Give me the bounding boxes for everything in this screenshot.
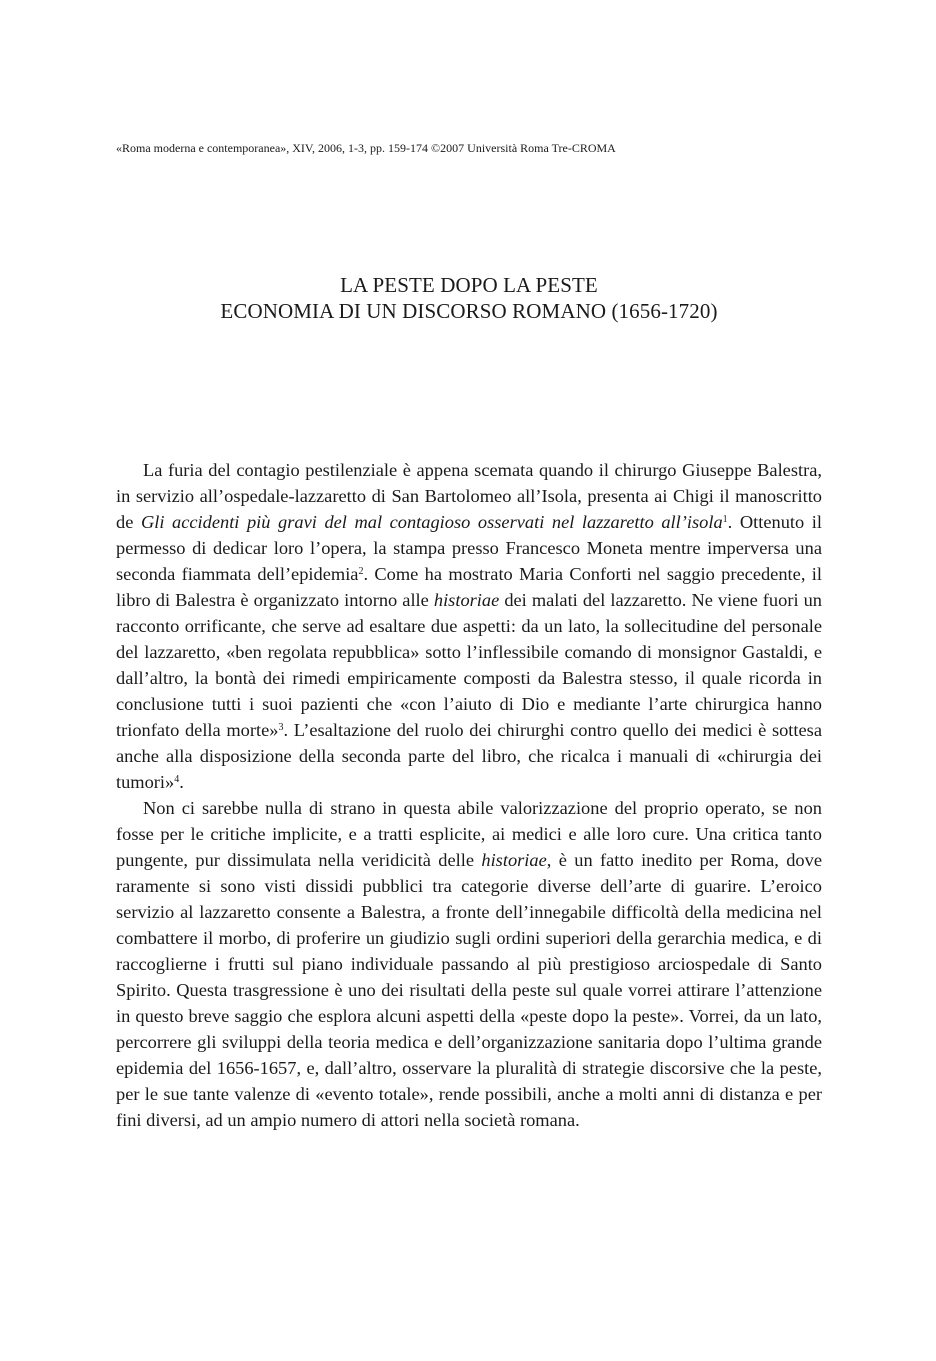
title-line-1: LA PESTE DOPO LA PESTE — [340, 273, 598, 297]
paragraph-2 — [116, 795, 822, 1133]
footnote-ref-2[interactable]: 2 — [358, 566, 364, 577]
journal-citation: «Roma moderna e contemporanea», XIV, 2006, 1-3, pp. 159-174 ©2007 Università Roma Tre-CROMA — [116, 141, 616, 155]
footnote-ref-3[interactable]: 3 — [278, 722, 284, 733]
book-title: Gli accidenti più gravi del mal contagioso osservati nel lazzaretto all’isola — [140, 512, 723, 532]
paragraph-1-text-1: La furia del contagio pestilenziale è appena scemata quando il chirurgo Giuseppe Balestra, in servizio all’ospedale-lazzaretto di San Bartolomeo all’Isola, presenta ai Chigi il manoscritto de — [116, 460, 822, 532]
paragraph-1 — [116, 457, 822, 795]
paragraph-2-text-1: Non ci sarebbe nulla di strano in questa abile valorizzazione del proprio operato, se non fosse per le critiche implicite, e a tratti esplicite, ai medici e alle loro cure. Una critica tanto pungente, pur dissimulata nella veridicità delle — [116, 798, 822, 870]
article-title — [116, 272, 822, 324]
historiae-term: historiae — [433, 590, 500, 610]
paragraph-2-text-2: , è un fatto inedito per Roma, dove raramente si sono visti dissidi pubblici tra categorie diverse dell’arte di guarire. L’eroico servizio al lazzaretto consente a Balestra, a fronte dell’innegabile difficoltà della medicina nel combattere il morbo, di proferire un giudizio sugli ordini superiori della gerarchia medica, e di raccoglierne i frutti sul piano individuale passando al più prestigioso arciospedale di Santo Spirito. Questa trasgressione è uno dei risultati della peste sul quale vorrei attirare l’attenzione in questo breve saggio che esplora alcuni aspetti della «peste dopo la peste». Vorrei, da un lato, percorrere gli sviluppi della teoria medica e dell’organizzazione sanitaria dopo l’ultima grande epidemia del 1656-1657, e, dall’altro, osservare la pluralità di strategie discorsive che la peste, per le sue tante valenze di «evento totale», rende possibili, anche a molti anni di distanza e per fini diversi, ad un ampio numero di attori nella società romana. — [116, 850, 822, 1130]
paragraph-1-text-2: . Ottenuto il permesso di dedicar loro l’opera, la stampa presso Francesco Moneta mentre imperversa una seconda fiammata dell’epidemia — [116, 512, 822, 584]
footnote-ref-1[interactable]: 1 — [722, 514, 728, 525]
paragraph-1-text-6: . — [179, 772, 184, 792]
paragraph-1-text-4: dei malati del lazzaretto. Ne viene fuori un racconto orrificante, che serve ad esaltare due aspetti: da un lato, la sollecitudine del personale del lazzaretto, «ben regolata repubblica» sotto l’inflessibile comando di monsignor Gastaldi, e dall’altro, la bontà dei rimedi empiricamente composti da Balestra stesso, il quale ricorda in conclusione tutti i suoi pazienti che «con l’aiuto di Dio e mediante l’arte chirurgica hanno trionfato della morte» — [116, 590, 822, 740]
historiae-term: historiae — [481, 850, 547, 870]
paragraph-1-text-3: . Come ha mostrato Maria Conforti nel saggio precedente, il libro di Balestra è organizzato intorno alle — [116, 564, 822, 610]
title-line-2: ECONOMIA DI UN DISCORSO ROMANO (1656-1720) — [220, 299, 718, 323]
footnote-ref-4[interactable]: 4 — [174, 774, 180, 785]
article-body — [116, 457, 822, 1133]
paragraph-1-text-5: . L’esaltazione del ruolo dei chirurghi contro quello dei medici è sottesa anche alla disposizione della seconda parte del libro, che ricalca i manuali di «chirurgia dei tumori» — [116, 720, 822, 792]
